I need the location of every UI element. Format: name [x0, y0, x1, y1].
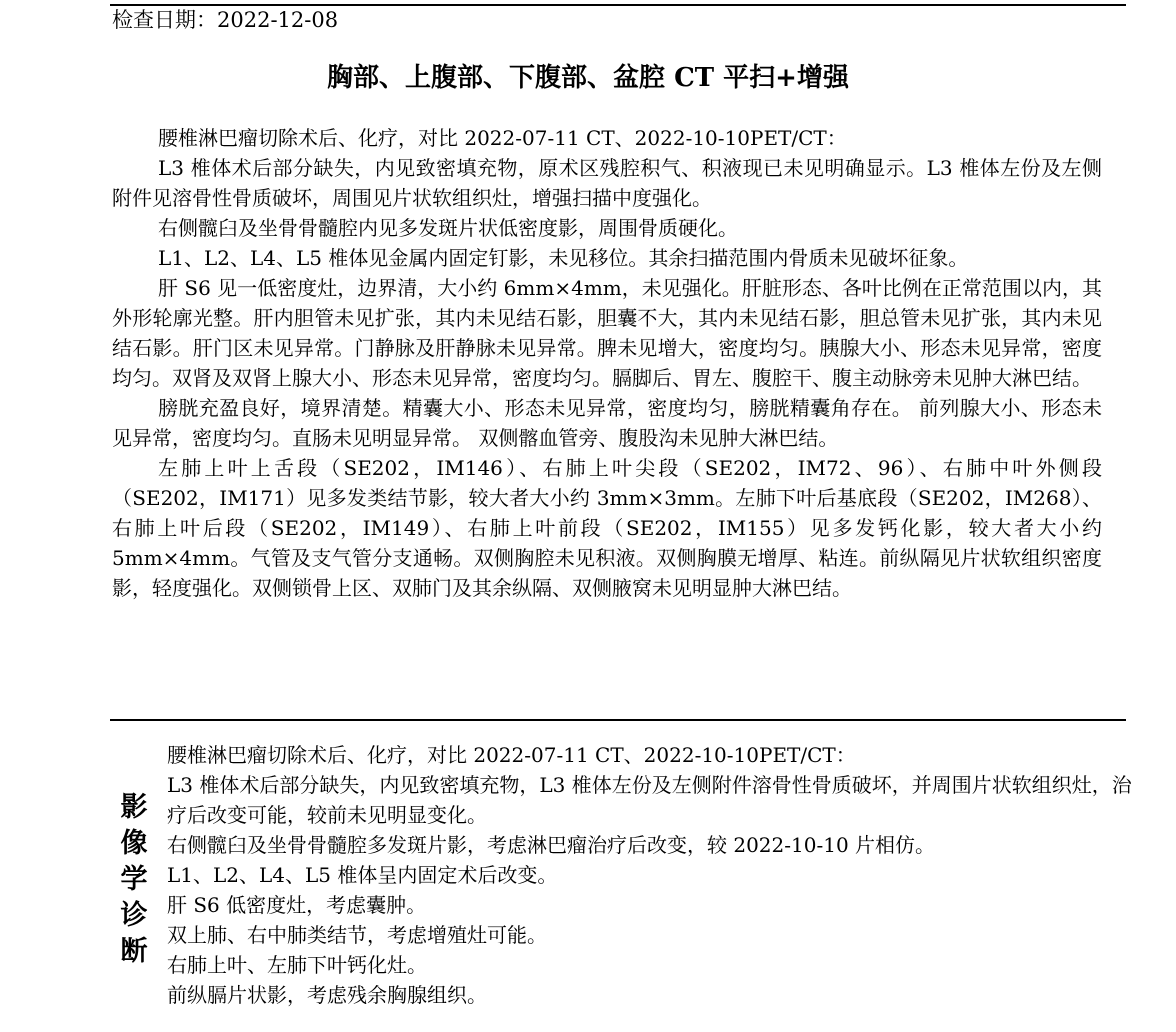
diagnosis-section [167, 740, 1133, 1010]
exam-date: 检查日期：2022-12-08 [112, 8, 339, 32]
findings-paragraph: 左肺上叶上舌段（SE202，IM146）、右肺上叶尖段（SE202，IM72、96）、右肺中叶外侧段（SE202，IM171）见多发类结节影，较大者大小约 3mm×3mm。左肺下叶后基底段（SE202，IM268）、右肺上叶后段（SE202，IM149）、右肺上叶前段（SE202，IM155）见多发钙化影，较大者大小约 5mm×4mm。气管及支气管分支通畅。双侧胸腔未见积液。双侧胸膜无增厚、粘连。前纵隔见片状软组织密度影，轻度强化。双侧锁骨上区、双肺门及其余纵隔、双侧腋窝未见明显肿大淋巴结。 [112, 456, 1102, 600]
diagnosis-line: 双上肺、右中肺类结节，考虑增殖灶可能。 [167, 923, 547, 947]
diagnosis-label-char: 断 [120, 936, 148, 967]
report-title: 胸部、上腹部、下腹部、盆腔 CT 平扫+增强 [327, 63, 849, 93]
diagnosis-line: 腰椎淋巴瘤切除术后、化疗，对比 2022-07-11 CT、2022-10-10PET/CT： [167, 743, 856, 767]
findings-paragraph: 右侧髋臼及坐骨骨髓腔内见多发斑片状低密度影，周围骨质硬化。 [158, 216, 738, 240]
diagnosis-line: 右侧髋臼及坐骨骨髓腔多发斑片影，考虑淋巴瘤治疗后改变，较 2022-10-10 片相仿。 [167, 833, 936, 857]
diagnosis-label-char: 影 [120, 792, 148, 823]
diagnosis-line: 肝 S6 低密度灶，考虑囊肿。 [167, 893, 427, 917]
diagnosis-label-char: 诊 [120, 900, 148, 931]
diagnosis-label-char: 学 [120, 864, 148, 895]
diagnosis-line: 前纵膈片状影，考虑残余胸腺组织。 [167, 983, 487, 1007]
diagnosis-label-char: 像 [120, 828, 148, 859]
findings-paragraph: L3 椎体术后部分缺失，内见致密填充物，原术区残腔积气、积液现已未见明确显示。L3 椎体左份及左侧附件见溶骨性骨质破坏，周围见片状软组织灶，增强扫描中度强化。 [112, 156, 1102, 210]
findings-paragraph: 肝 S6 见一低密度灶，边界清，大小约 6mm×4mm，未见强化。肝脏形态、各叶比例在正常范围以内，其外形轮廓光整。肝内胆管未见扩张，其内未见结石影，胆囊不大，其内未见结石影，胆总管未见扩张，其内未见结石影。肝门区未见异常。门静脉及肝静脉未见异常。脾未见增大，密度均匀。胰腺大小、形态未见异常，密度均匀。双肾及双肾上腺大小、形态未见异常，密度均匀。膈脚后、胃左、腹腔干、腹主动脉旁未见肿大淋巴结。 [112, 276, 1102, 390]
diagnosis-label [118, 790, 150, 970]
findings-section [112, 123, 1102, 603]
findings-paragraph: 腰椎淋巴瘤切除术后、化疗，对比 2022-07-11 CT、2022-10-10PET/CT： [158, 126, 847, 150]
diagnosis-line: 右肺上叶、左肺下叶钙化灶。 [167, 953, 427, 977]
diagnosis-line: L3 椎体术后部分缺失，内见致密填充物，L3 椎体左份及左侧附件溶骨性骨质破坏，并周围片状软组织灶，治疗后改变可能，较前未见明显变化。 [167, 773, 1132, 827]
section-divider [110, 719, 1126, 721]
findings-paragraph: 膀胱充盈良好，境界清楚。精囊大小、形态未见异常，密度均匀，膀胱精囊角存在。 前列腺大小、形态未见异常，密度均匀。直肠未见明显异常。 双侧髂血管旁、腹股沟未见肿大淋巴结。 [112, 396, 1102, 450]
diagnosis-line: L1、L2、L4、L5 椎体呈内固定术后改变。 [167, 863, 558, 887]
findings-paragraph: L1、L2、L4、L5 椎体见金属内固定钉影，未见移位。其余扫描范围内骨质未见破坏征象。 [158, 246, 969, 270]
